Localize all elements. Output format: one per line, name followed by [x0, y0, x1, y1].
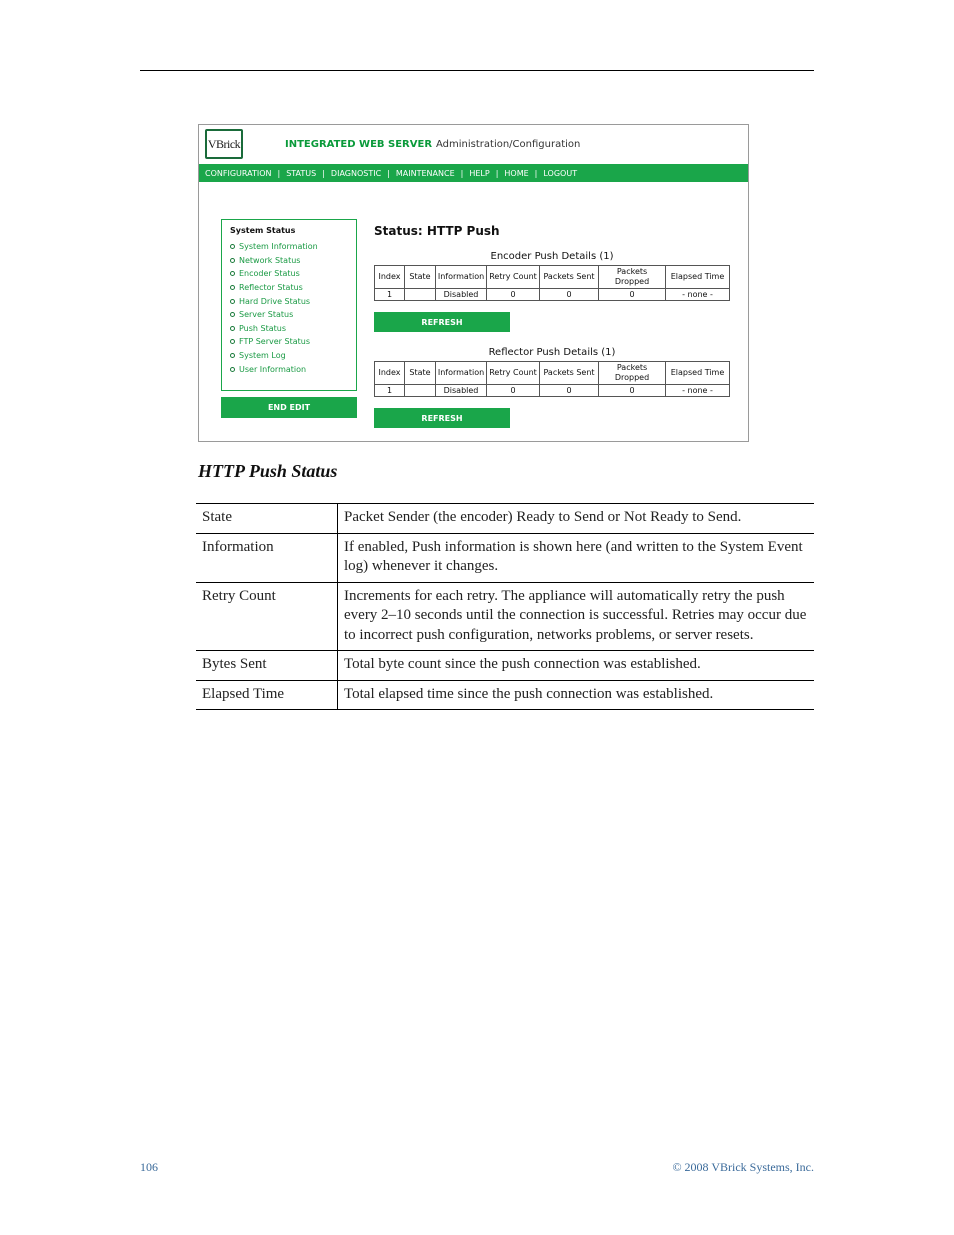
- definition-term: Retry Count: [196, 582, 338, 651]
- col-header: Index: [375, 362, 405, 385]
- definition-desc: Packet Sender (the encoder) Ready to Send or Not Ready to Send.: [338, 504, 815, 534]
- cell-packets-dropped: 0: [599, 385, 666, 397]
- bullet-icon: [230, 367, 235, 372]
- sidebar-item-server-status[interactable]: [230, 308, 356, 322]
- nav-diagnostic[interactable]: DIAGNOSTIC: [330, 168, 382, 178]
- table-row: [196, 504, 814, 534]
- nav-help[interactable]: HELP: [469, 168, 490, 178]
- nav-separator: |: [387, 168, 390, 178]
- nav-maintenance[interactable]: MAINTENANCE: [395, 168, 455, 178]
- cell-index: 1: [375, 385, 405, 397]
- bullet-icon: [230, 258, 235, 263]
- sidebar-item-reflector-status[interactable]: [230, 281, 356, 295]
- nav-home[interactable]: HOME: [504, 168, 529, 178]
- system-status-sidebar: [221, 219, 357, 391]
- cell-retry-count: 0: [487, 385, 540, 397]
- nav-separator: |: [460, 168, 464, 178]
- col-header: Packets Sent: [540, 266, 599, 289]
- cell-packets-sent: 0: [540, 289, 599, 301]
- sidebar-item-system-log[interactable]: [230, 349, 356, 363]
- sidebar-item-user-information[interactable]: [230, 362, 356, 376]
- col-header: Elapsed Time: [666, 362, 730, 385]
- cell-elapsed-time: - none -: [666, 385, 730, 397]
- page-number: 106: [140, 1160, 158, 1174]
- bullet-icon: [230, 312, 235, 317]
- col-header: Packets Dropped: [599, 266, 666, 289]
- sidebar-item-system-information[interactable]: [230, 240, 356, 254]
- table-row: [375, 289, 730, 301]
- definition-term: State: [196, 504, 338, 534]
- bullet-icon: [230, 244, 235, 249]
- col-header: State: [405, 362, 436, 385]
- sidebar-item-network-status[interactable]: [230, 254, 356, 268]
- table-row: [196, 680, 814, 710]
- sidebar-item-encoder-status[interactable]: [230, 267, 356, 281]
- definition-desc: Total elapsed time since the push connection was established.: [338, 680, 815, 710]
- sidebar-item-label: Push Status: [239, 323, 287, 333]
- col-header: Information: [436, 266, 487, 289]
- sidebar-item-label: System Log: [239, 351, 286, 361]
- cell-state: [405, 385, 436, 397]
- encoder-push-table: [374, 265, 730, 301]
- sidebar-item-label: Encoder Status: [239, 269, 300, 279]
- table-row: [196, 651, 814, 681]
- cell-packets-sent: 0: [540, 385, 599, 397]
- bullet-icon: [230, 326, 235, 331]
- col-header: Information: [436, 362, 487, 385]
- nav-bar: [199, 164, 748, 182]
- col-header: Packets Dropped: [599, 362, 666, 385]
- encoder-refresh-button[interactable]: REFRESH: [374, 312, 510, 332]
- sidebar-item-label: FTP Server Status: [239, 337, 310, 347]
- definition-desc: Increments for each retry. The appliance will automatically retry the push every 2–10 seconds until the connection is successful. Retries may occur due to incorrect push configuration, networks problems, or server resets.: [338, 582, 815, 651]
- nav-status[interactable]: STATUS: [286, 168, 317, 178]
- table-row: [196, 582, 814, 651]
- encoder-push-caption: Encoder Push Details (1): [490, 251, 614, 262]
- sidebar-item-label: System Information: [239, 242, 318, 252]
- cell-index: 1: [375, 289, 405, 301]
- bullet-icon: [230, 353, 235, 358]
- cell-elapsed-time: - none -: [666, 289, 730, 301]
- cell-state: [405, 289, 436, 301]
- sidebar-item-label: Network Status: [239, 255, 301, 265]
- col-header: Elapsed Time: [666, 266, 730, 289]
- sidebar-item-label: Reflector Status: [239, 283, 303, 293]
- reflector-refresh-button[interactable]: REFRESH: [374, 408, 510, 428]
- col-header: Packets Sent: [540, 362, 599, 385]
- cell-information: Disabled: [436, 289, 487, 301]
- definition-term: Elapsed Time: [196, 680, 338, 710]
- col-header: Retry Count: [487, 266, 540, 289]
- top-rule: [140, 70, 814, 71]
- definition-term: Information: [196, 533, 338, 582]
- col-header: Retry Count: [487, 362, 540, 385]
- definition-desc: Total byte count since the push connection was established.: [338, 651, 815, 681]
- reflector-push-caption: Reflector Push Details (1): [488, 347, 616, 358]
- sidebar-item-label: User Information: [239, 364, 307, 374]
- cell-packets-dropped: 0: [599, 289, 666, 301]
- table-row: [375, 385, 730, 397]
- nav-separator: |: [495, 168, 499, 178]
- sidebar-item-ftp-server-status[interactable]: [230, 335, 356, 349]
- copyright: © 2008 VBrick Systems, Inc.: [672, 1160, 814, 1174]
- end-edit-button[interactable]: END EDIT: [221, 397, 357, 418]
- screenshot-header: [199, 125, 748, 163]
- definition-desc: If enabled, Push information is shown here (and written to the System Event log) whenever it changes.: [338, 533, 815, 582]
- header-subtitle: Administration/Configuration: [436, 139, 581, 150]
- col-header: Index: [375, 266, 405, 289]
- bullet-icon: [230, 299, 235, 304]
- definitions-table: [196, 503, 814, 710]
- nav-configuration[interactable]: CONFIGURATION: [205, 168, 272, 178]
- section-title: HTTP Push Status: [198, 461, 338, 481]
- cell-retry-count: 0: [487, 289, 540, 301]
- bullet-icon: [230, 285, 235, 290]
- table-row: [196, 533, 814, 582]
- web-server-screenshot: [198, 124, 749, 442]
- vbrick-logo: VBrick: [205, 129, 243, 159]
- sidebar-item-push-status[interactable]: [230, 322, 356, 336]
- reflector-push-table: [374, 361, 730, 397]
- sidebar-item-label: Server Status: [239, 310, 294, 320]
- sidebar-title: System Status: [230, 226, 296, 235]
- header-title: INTEGRATED WEB SERVER: [285, 139, 433, 150]
- col-header: State: [405, 266, 436, 289]
- nav-separator: |: [322, 168, 325, 178]
- definition-term: Bytes Sent: [196, 651, 338, 681]
- sidebar-item-label: Hard Drive Status: [239, 296, 311, 306]
- nav-separator: |: [277, 168, 281, 178]
- status-title: Status: HTTP Push: [374, 224, 500, 238]
- bullet-icon: [230, 339, 235, 344]
- bullet-icon: [230, 271, 235, 276]
- cell-information: Disabled: [436, 385, 487, 397]
- nav-logout[interactable]: LOGOUT: [543, 168, 578, 178]
- nav-separator: |: [534, 168, 538, 178]
- sidebar-item-hard-drive-status[interactable]: [230, 294, 356, 308]
